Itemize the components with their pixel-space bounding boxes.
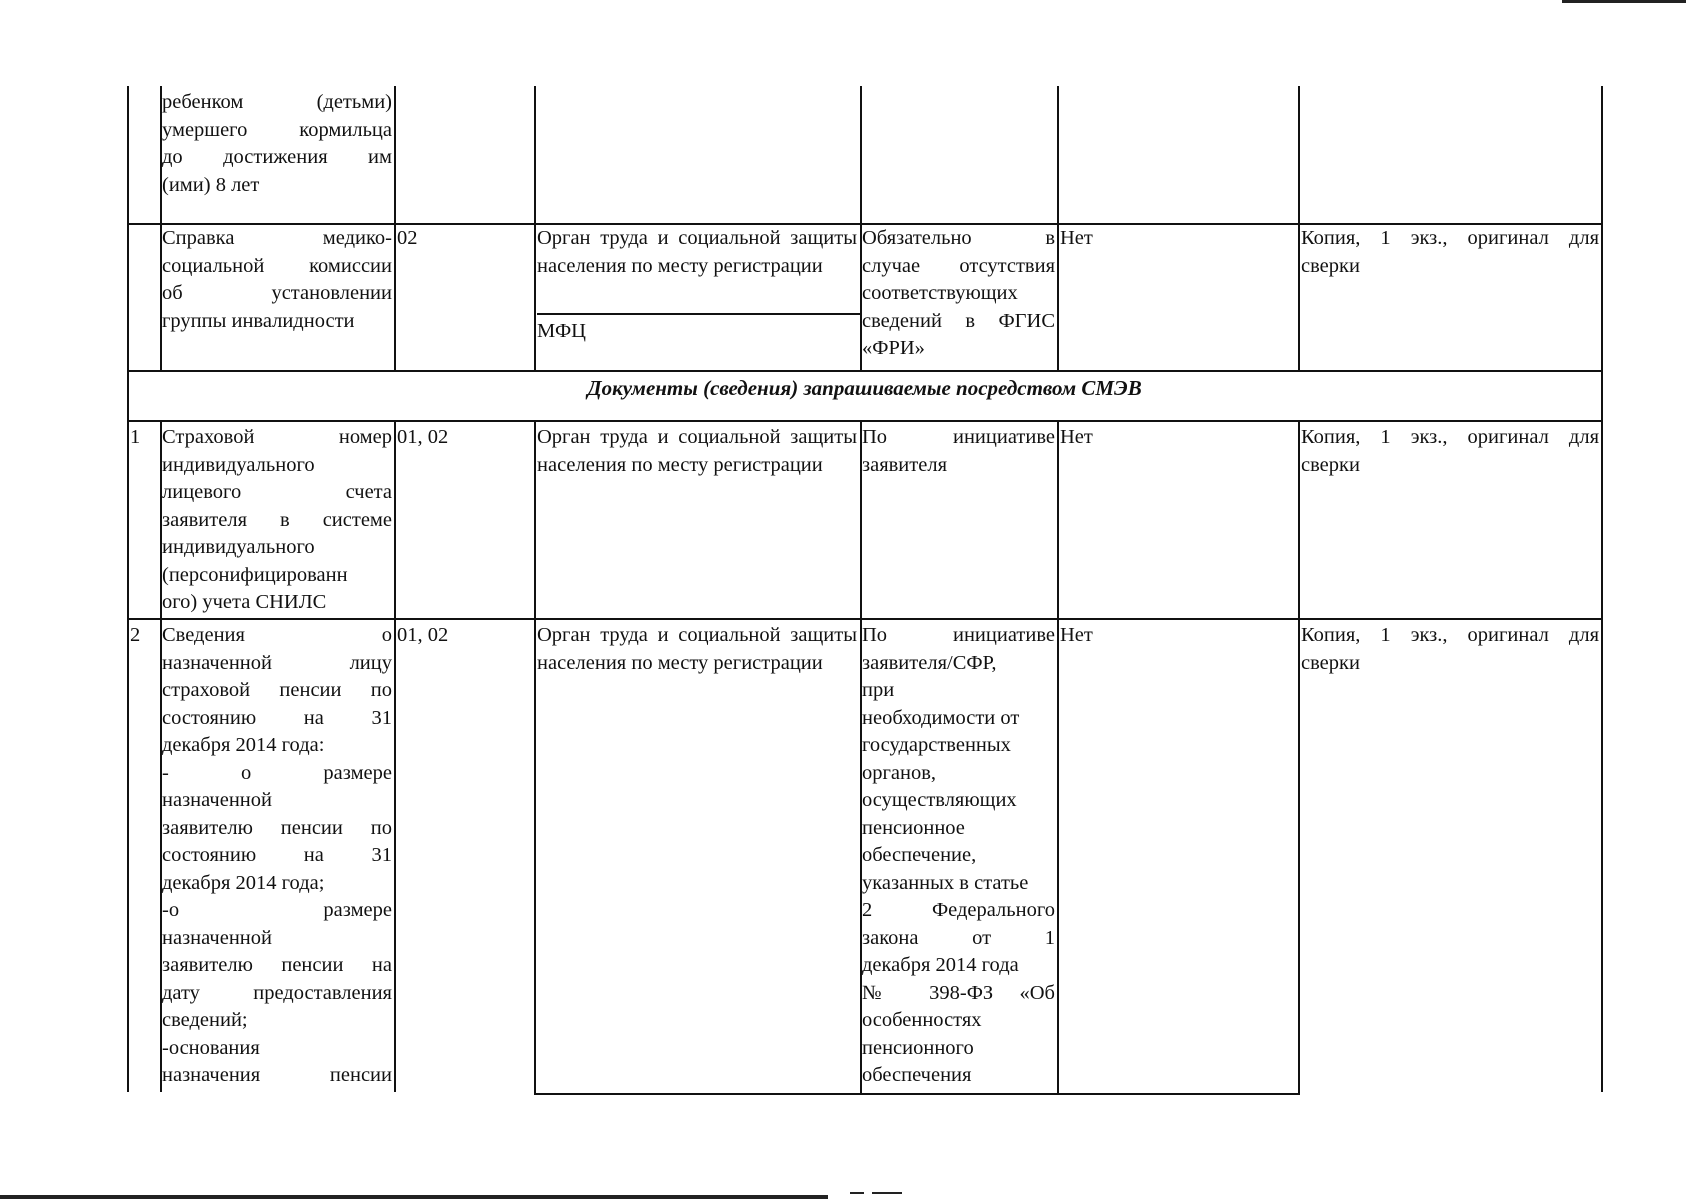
scan-edge-mark [1562,0,1686,3]
mse-required: Нет [1060,227,1093,249]
doc-name-line: -основания [162,1036,260,1059]
condition-line: закона от 1 [862,926,1055,949]
doc-name-line: Страховой номер [162,426,392,448]
doc-name-line: сведений; [162,1009,248,1031]
condition-line: По инициативе [862,624,1055,646]
doc-name-line: лицевого счета [162,481,392,503]
condition-line: осуществляющих [862,789,1017,811]
snils-organ: Орган труда и социальной защиты населения по месту регистрации [537,426,857,476]
mse-condition [862,225,1055,363]
col-line-form [1298,86,1300,370]
mse-organ-alt: МФЦ [537,320,586,342]
condition-line: пенсионного [862,1036,974,1059]
doc-name-line: заявителю пенсии на [162,954,392,976]
mse-code: 02 [397,227,418,249]
condition-line: обеспечения [862,1064,972,1086]
doc-name-line: умершего кормильца [162,118,392,141]
condition-line: указанных в статье [862,871,1029,894]
doc-name-line: индивидуального [162,453,315,476]
doc-name-line: заявителю пенсии по [162,816,392,839]
doc-name-line: назначения пенсии [162,1064,392,1086]
doc-name-line: дату предоставления [162,981,392,1004]
table-bottom-line [534,1093,1299,1095]
doc-name-line: индивидуального [162,536,315,558]
doc-name-line: Справка медико- [162,227,392,249]
doc-name-line: состоянию на 31 [162,844,392,866]
doc-name-line: заявителя в системе [162,508,392,531]
doc-name-line: назначенной [162,926,272,949]
doc-name-line: назначенной [162,789,272,811]
col-line-code [394,86,396,370]
mse-organ: Орган труда и социальной защиты населения по месту регистрации [537,227,857,277]
doc-name-line: (ими) 8 лет [162,173,260,196]
snils-number: 1 [130,426,141,448]
doc-name-line: об установлении [162,282,392,304]
snils-required: Нет [1060,426,1093,448]
col-line-form [1298,422,1300,1095]
doc-name-line: ого) учета СНИЛС [162,591,327,613]
doc-name-line: социальной комиссии [162,254,392,277]
condition-line: пенсионное [862,816,965,839]
row-divider-section [127,370,1603,372]
condition-line: случае отсутствия [862,254,1055,277]
col-line-organ-left [534,86,536,370]
condition-line: «ФРИ» [862,337,925,359]
continuation-doc-name [162,89,392,199]
col-line-right [1601,86,1603,1092]
condition-line: По инициативе [862,426,1055,448]
col-line-organ-left [534,422,536,1095]
doc-name-line: ребенком (детьми) [162,91,392,113]
pension-doc-name [162,622,392,1090]
condition-line: государственных [862,734,1011,756]
pension-organ: Орган труда и социальной защиты населения по месту регистрации [537,624,857,674]
mse-form: Копия, 1 экз., оригинал для сверки [1301,227,1599,277]
doc-name-line: декабря 2014 года; [162,871,325,894]
condition-line: особенностях [862,1009,982,1031]
scan-edge-mark [850,1192,864,1194]
mse-doc-name [162,225,392,335]
scan-edge-mark [0,1195,828,1199]
doc-name-line: группы инвалидности [162,309,355,332]
pension-required: Нет [1060,624,1093,646]
doc-name-line: - о размере [162,761,392,784]
col-line-required [1057,86,1059,370]
doc-name-line: до достижения им [162,146,392,168]
doc-name-line: декабря 2014 года: [162,734,325,756]
snils-form: Копия, 1 экз., оригинал для сверки [1301,426,1599,476]
doc-name-line: страховой пенсии по [162,679,392,701]
scan-edge-mark [872,1192,902,1194]
col-line-code [394,422,396,1092]
condition-line: 2 Федерального [862,899,1055,921]
condition-line: Обязательно в [862,227,1055,249]
pension-form: Копия, 1 экз., оригинал для сверки [1301,624,1599,674]
condition-line: № 398-ФЗ «Об [862,981,1055,1004]
condition-line: обеспечение, [862,844,977,866]
doc-name-line: Сведения о [162,624,392,646]
snils-code: 01, 02 [397,426,449,448]
doc-name-line: -о размере [162,899,392,921]
doc-name-line: состоянию на 31 [162,706,392,729]
condition-line: необходимости от [862,706,1020,729]
row-divider-pension [127,618,1603,620]
row-divider-snils [127,420,1603,422]
condition-line: заявителя [862,453,947,476]
doc-name-line: назначенной лицу [162,651,392,674]
pension-condition [862,622,1055,1090]
doc-name-line: (персонифицированн [162,563,348,586]
section-title: Документы (сведения) запрашиваемые посредством СМЭВ [587,376,1142,400]
pension-code: 01, 02 [397,624,449,646]
organ-mfc-divider [537,313,860,315]
condition-line: при [862,679,895,701]
pension-number: 2 [130,624,141,646]
snils-condition [862,424,1055,479]
snils-doc-name [162,424,392,617]
col-line-required [1057,422,1059,1095]
condition-line: соответствующих [862,282,1018,304]
col-line-left [127,86,129,1092]
condition-line: заявителя/СФР, [862,651,997,674]
condition-line: декабря 2014 года [862,954,1019,976]
condition-line: сведений в ФГИС [862,309,1055,332]
condition-line: органов, [862,761,937,784]
